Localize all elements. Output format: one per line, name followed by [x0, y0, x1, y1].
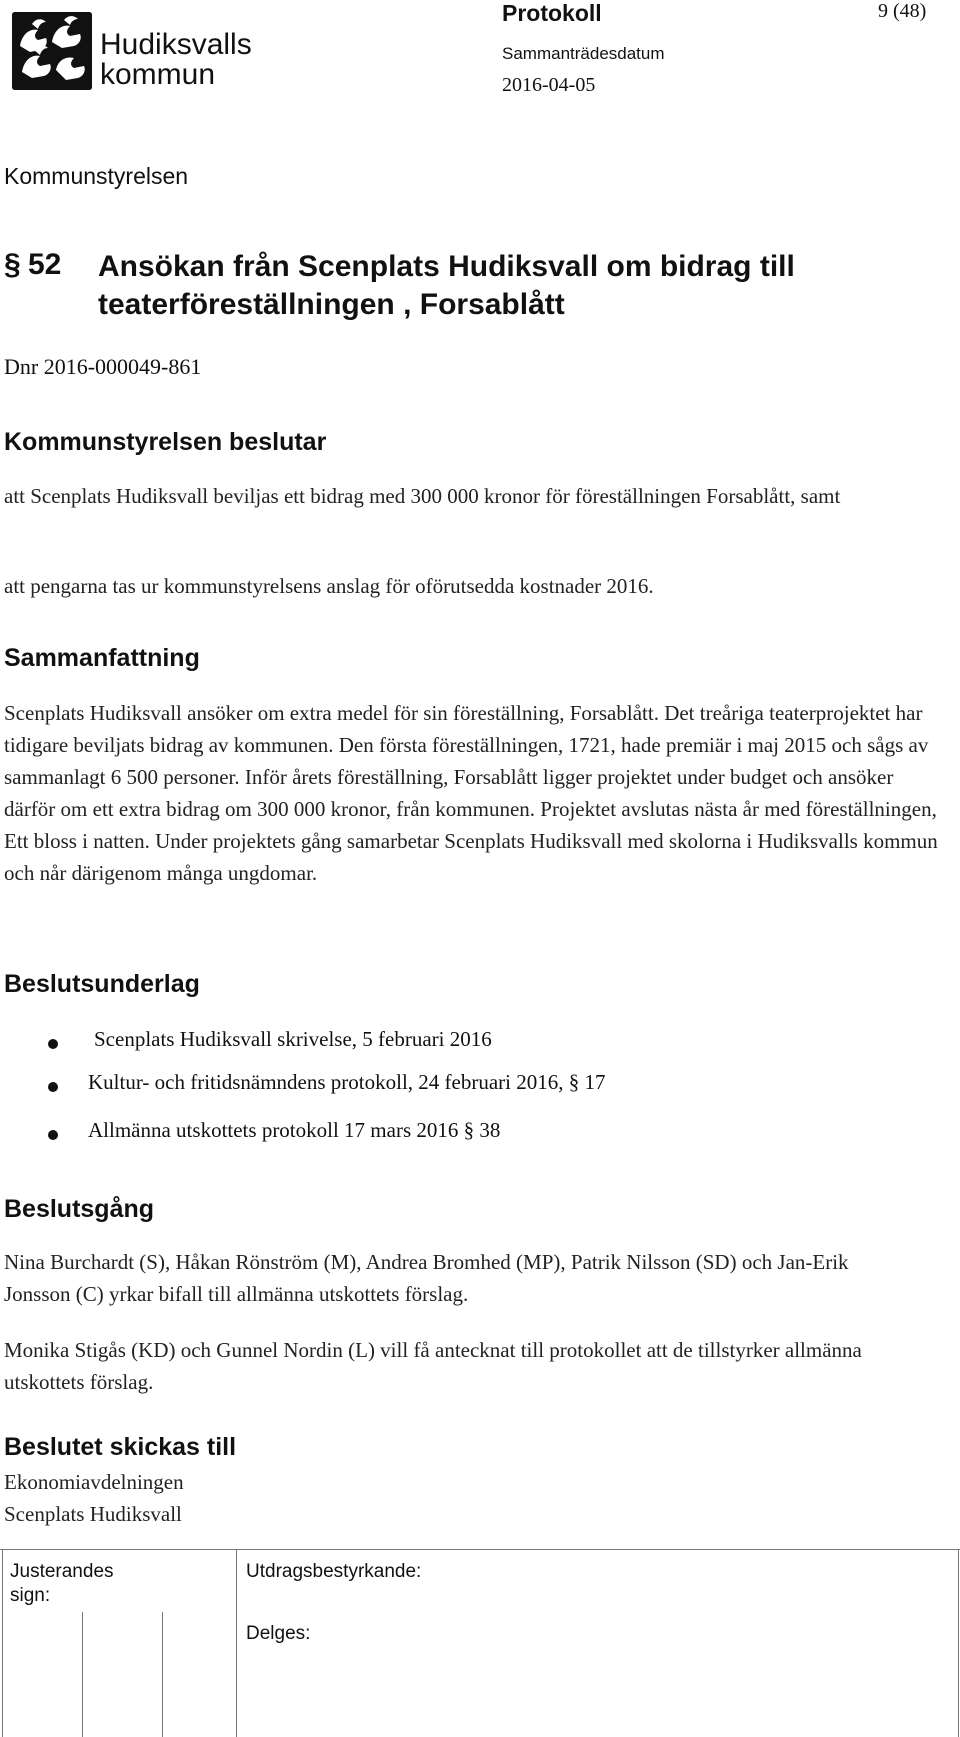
paragraph-number: 52 — [28, 248, 62, 281]
diary-number: Dnr 2016-000049-861 — [4, 354, 202, 379]
footer-column-line — [162, 1612, 163, 1737]
paragraph-sign: § — [4, 248, 21, 281]
footer-divider — [0, 1549, 960, 1550]
delivered-label: Delges: — [246, 1623, 311, 1644]
logo-emblem-icon — [12, 12, 92, 90]
recipient: Scenplats Hudiksvall — [4, 1502, 182, 1526]
decision-item-2: att pengarna tas ur kommunstyrelsens anslag för oförutsedda kostnader 2016. — [4, 574, 654, 598]
bullet-icon — [48, 1130, 58, 1140]
signature-label: Justerandes sign: — [10, 1561, 114, 1606]
meeting-date: 2016-04-05 — [502, 74, 596, 96]
page-number: 9 (48) — [878, 0, 927, 22]
procedure-paragraph-2: Monika Stigås (KD) och Gunnel Nordin (L) vill få antecknat till protokollet att de tillstyrker allmänna utskottets förslag. — [4, 1338, 862, 1394]
sent-to-heading: Beslutet skickas till — [4, 1433, 237, 1461]
municipality-logo — [12, 12, 252, 92]
meeting-date-label: Sammanträdesdatum — [502, 44, 665, 63]
bullet-icon — [48, 1039, 58, 1049]
logo-wordmark: Hudiksvalls kommun — [100, 28, 252, 91]
footer-column-line — [82, 1612, 83, 1737]
procedure-paragraph-1: Nina Burchardt (S), Håkan Rönström (M), Andrea Bromhed (MP), Patrik Nilsson (SD) och Jan-Erik Jonsson (C) yrkar bifall till allmänna utskottets förslag. — [4, 1250, 849, 1306]
basis-heading: Beslutsunderlag — [4, 970, 200, 998]
footer-column-line — [2, 1549, 3, 1737]
footer-column-line — [958, 1549, 959, 1737]
procedure-heading: Beslutsgång — [4, 1195, 155, 1223]
footer-column-line — [236, 1549, 237, 1737]
bullet-icon — [48, 1082, 58, 1092]
summary-text: Scenplats Hudiksvall ansöker om extra medel för sin föreställning, Forsablått. Det treåriga teaterprojektet har tidigare beviljats bidrag av kommunen. Den första föreställningen, 1721, hade premiär i maj 2015 och sågs av sammanlagt 6 500 personer. Inför årets föreställning, Forsablått ligger projektet under budget och ansöker därför om ett extra bidrag om 300 000 kronor, från kommunen. Projektet avslutas nästa år med föreställningen, Ett bloss i natten. Under projektets gång samarbetar Scenplats Hudiksvall med skolorna i Hudiksvalls kommun och når därigenom många ungdomar. — [4, 701, 938, 885]
decision-heading: Kommunstyrelsen beslutar — [4, 428, 327, 456]
extract-certification-label: Utdragsbestyrkande: — [246, 1561, 422, 1582]
committee-name: Kommunstyrelsen — [4, 163, 189, 189]
document-type: Protokoll — [502, 0, 602, 26]
recipient: Ekonomiavdelningen — [4, 1470, 184, 1494]
decision-item-1: att Scenplats Hudiksvall beviljas ett bidrag med 300 000 kronor för föreställningen Forsablått, samt — [4, 484, 841, 508]
page-title: Ansökan från Scenplats Hudiksvall om bidrag till teaterföreställningen , Forsablått — [98, 250, 795, 321]
summary-heading: Sammanfattning — [4, 644, 200, 672]
